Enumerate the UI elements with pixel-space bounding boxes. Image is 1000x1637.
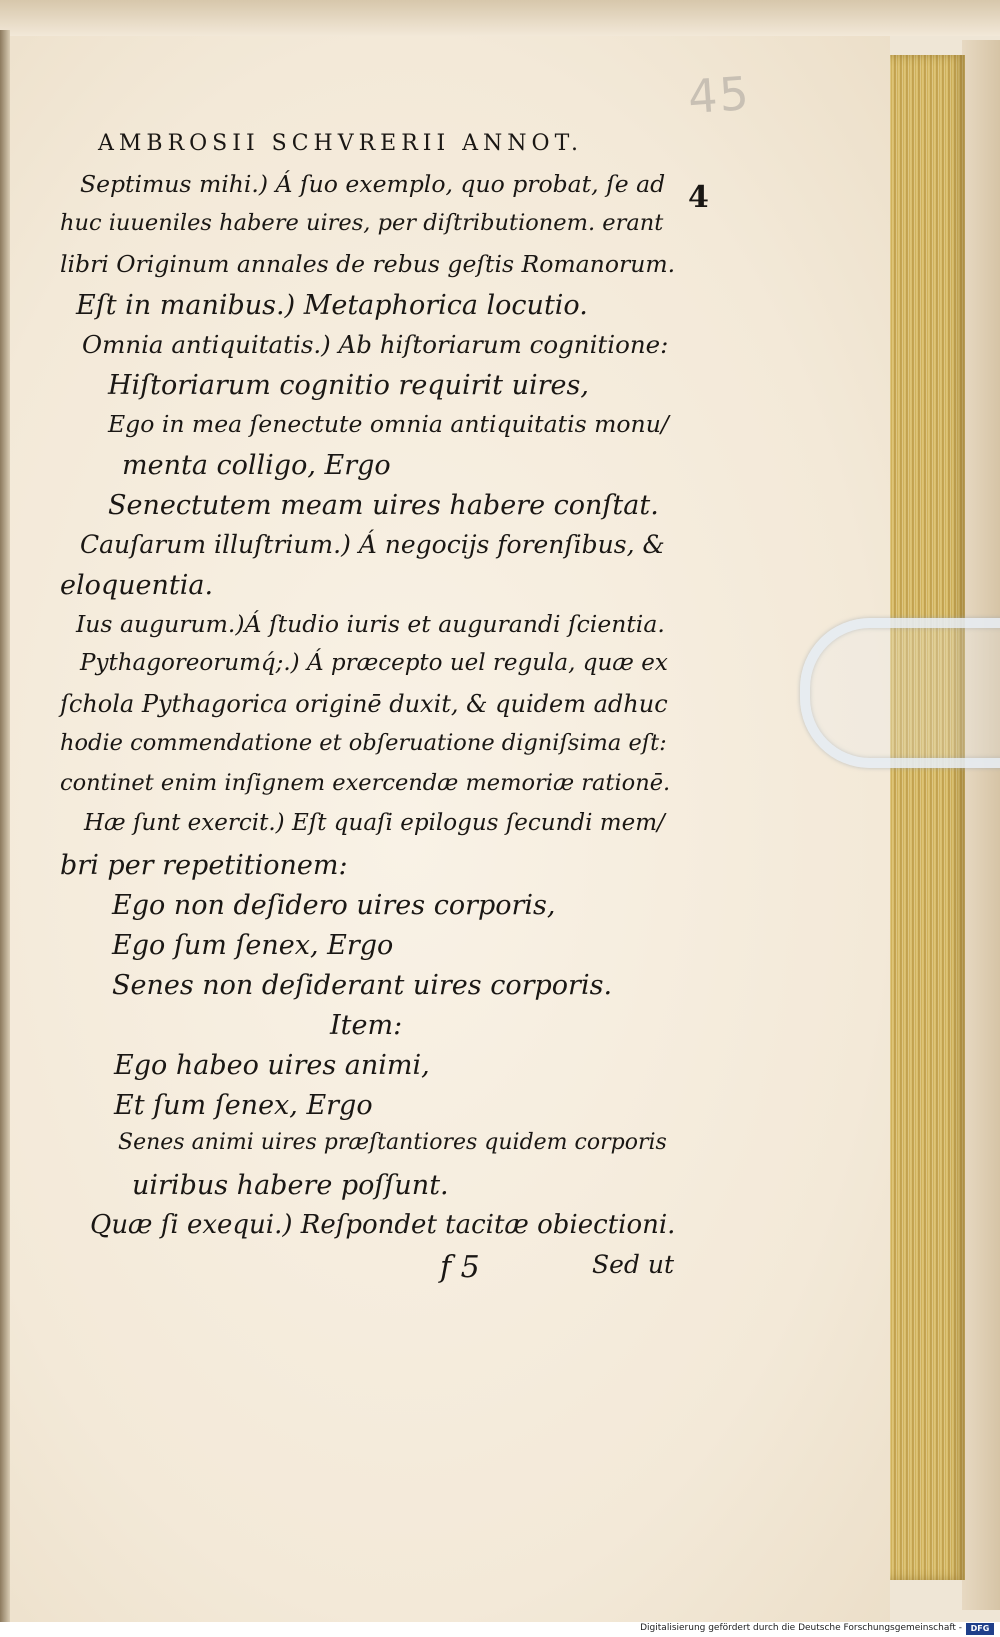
- text-line: Hæ ſunt exercit.) Eſt quaſi epilogus ſecundi mem/: [84, 810, 665, 836]
- gilt-page-edges: [885, 55, 965, 1580]
- text-line: libri Originum annales de rebus geſtis Romanorum.: [60, 250, 676, 278]
- text-line: Senes non deſiderant uires corporis.: [112, 970, 613, 1001]
- signature-mark: f 5: [440, 1250, 480, 1285]
- text-line: continet enim inſignem exercendæ memoriæ rationē.: [60, 770, 671, 796]
- signature-number: 4: [688, 180, 709, 215]
- text-line: Hiſtoriarum cognitio requirit uires,: [108, 370, 589, 401]
- text-line: Ego ſum ſenex, Ergo: [112, 930, 394, 961]
- text-line: Item:: [330, 1010, 403, 1041]
- text-line: Senes animi uires præſtantiores quidem corporis: [118, 1130, 667, 1155]
- running-head: AMBROSII SCHVRERII ANNOT.: [98, 131, 584, 156]
- text-line: hodie commendatione et obſeruatione digniſsima eſt:: [60, 730, 667, 756]
- footer-credit: Digitalisierung gefördert durch die Deutsche Forschungsgemeinschaft -: [640, 1623, 962, 1633]
- book-cover-edge: [962, 40, 1000, 1610]
- dfg-logo: DFG: [966, 1623, 994, 1635]
- text-line: Pythagoreorumq́;.) Á præcepto uel regula, quæ ex: [80, 650, 668, 676]
- text-line: Cauſarum illuſtrium.) Á negocijs forenſibus, &: [80, 530, 665, 559]
- text-line: Senectutem meam uires habere conſtat.: [108, 490, 659, 521]
- pencil-folio-number: 45: [686, 65, 753, 125]
- text-line: Et ſum ſenex, Ergo: [114, 1090, 373, 1121]
- text-line: Ego habeo uires animi,: [114, 1050, 430, 1081]
- text-line: Omnia antiquitatis.) Ab hiſtoriarum cognitione:: [82, 330, 669, 359]
- text-line: Quæ ſi exequi.) Reſpondet tacitæ obiectioni.: [90, 1210, 676, 1240]
- text-line: Septimus mihi.) Á ſuo exemplo, quo probat, ſe ad: [80, 170, 666, 198]
- text-line: menta colligo, Ergo: [122, 450, 391, 481]
- text-line: uiribus habere poſſunt.: [132, 1170, 449, 1201]
- text-line: Eſt in manibus.) Metaphorica locutio.: [76, 290, 588, 321]
- text-line: Ius augurum.)Á ſtudio iuris et augurandi ſcientia.: [76, 610, 665, 638]
- text-line: Ego in mea ſenectute omnia antiquitatis monu/: [108, 410, 669, 438]
- catchword: Sed ut: [592, 1250, 675, 1279]
- text-line: bri per repetitionem:: [60, 850, 348, 881]
- page-clip: [800, 618, 1000, 768]
- text-line: eloquentia.: [60, 570, 214, 601]
- text-line: ſchola Pythagorica originē duxit, & quidem adhuc: [60, 690, 668, 718]
- text-line: Ego non deſidero uires corporis,: [112, 890, 556, 921]
- text-line: huc iuueniles habere uires, per diſtributionem. erant: [60, 210, 664, 236]
- book-top-edge: [0, 0, 1000, 36]
- book-spine-edge: [0, 30, 10, 1622]
